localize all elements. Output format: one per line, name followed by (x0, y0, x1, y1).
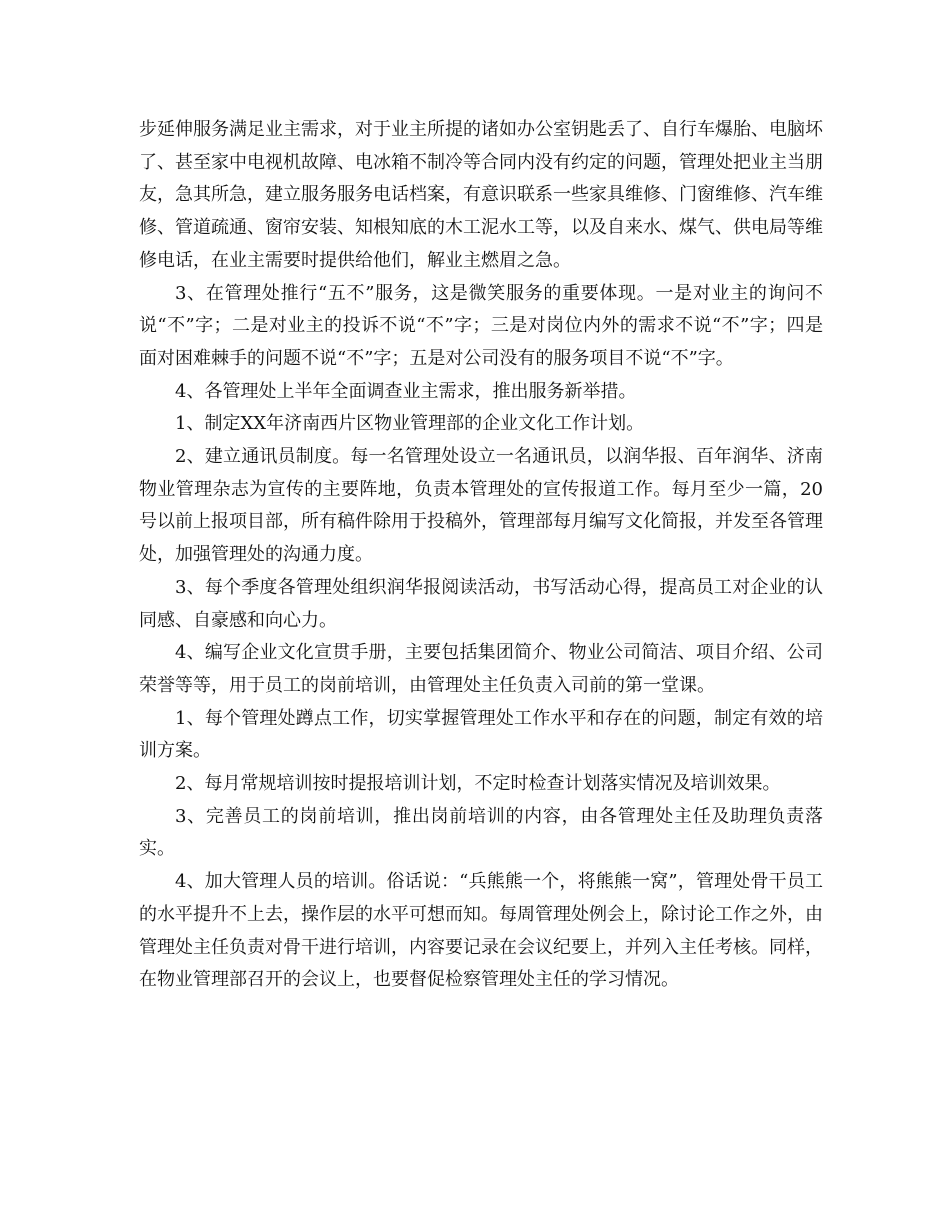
paragraph-reading-activity: 3、每个季度各管理处组织润华报阅读活动，书写活动心得，提高员工对企业的认同感、自豪感和向心力。 (139, 576, 823, 631)
paragraph-service-extension: 步延伸服务满足业主需求，对于业主所提的诸如办公室钥匙丢了、自行车爆胎、电脑坏了、甚至家中电视机故障、电冰箱不制冷等合同内没有约定的问题，管理处把业主当朋友，急其所急，建立服务服务电话档案，有意识联系一些家具维修、门窗维修、汽车维修、管道疏通、窗帘安装、知根知底的木工泥水工等，以及自来水、煤气、供电局等维修电话，在业主需要时提供给他们，解业主燃眉之急。 (139, 119, 823, 271)
paragraph-culture-handbook: 4、编写企业文化宣贯手册，主要包括集团简介、物业公司简洁、项目介绍、公司荣誉等等，用于员工的岗前培训，由管理处主任负责入司前的第一堂课。 (139, 642, 823, 696)
paragraph-manager-training: 4、加大管理人员的培训。俗话说：“兵熊熊一个，将熊熊一窝”，管理处骨干员工的水平提升不上去，操作层的水平可想而知。每周管理处例会上，除讨论工作之外，由管理处主任负责对骨干进行培训，内容要记录在会议纪要上，并列入主任考核。同样，在物业管理部召开的会议上，也要督促检察管理处主任的学习情况。 (139, 871, 823, 991)
paragraph-five-no-service: 3、在管理处推行“五不”服务，这是微笑服务的重要体现。一是对业主的询问不说“不”字；二是对业主的投诉不说“不”字；三是对岗位内外的需求不说“不”字；四是面对困难棘手的问题不说“不”字；五是对公司没有的服务项目不说“不”字。 (139, 282, 823, 369)
document-body (139, 114, 823, 997)
paragraph-correspondent-system: 2、建立通讯员制度。每一名管理处设立一名通讯员，以润华报、百年润华、济南物业管理杂志为宣传的主要阵地，负责本管理处的宣传报道工作。每月至少一篇，20号以前上报项目部，所有稿件除用于投稿外，管理部每月编写文化简报，并发至各管理处，加强管理处的沟通力度。 (139, 446, 823, 566)
paragraph-survey-needs: 4、各管理处上半年全面调查业主需求，推出服务新举措。 (175, 380, 637, 402)
paragraph-pre-job-training: 3、完善员工的岗前培训，推出岗前培训的内容，由各管理处主任及助理负责落实。 (139, 805, 823, 860)
paragraph-monthly-training: 2、每月常规培训按时提报培训计划，不定时检查计划落实情况及培训效果。 (175, 773, 781, 795)
paragraph-onsite-work: 1、每个管理处蹲点工作，切实掌握管理处工作水平和存在的问题，制定有效的培训方案。 (139, 707, 823, 762)
paragraph-culture-plan: 1、制定XX年济南西片区物业管理部的企业文化工作计划。 (175, 413, 645, 435)
